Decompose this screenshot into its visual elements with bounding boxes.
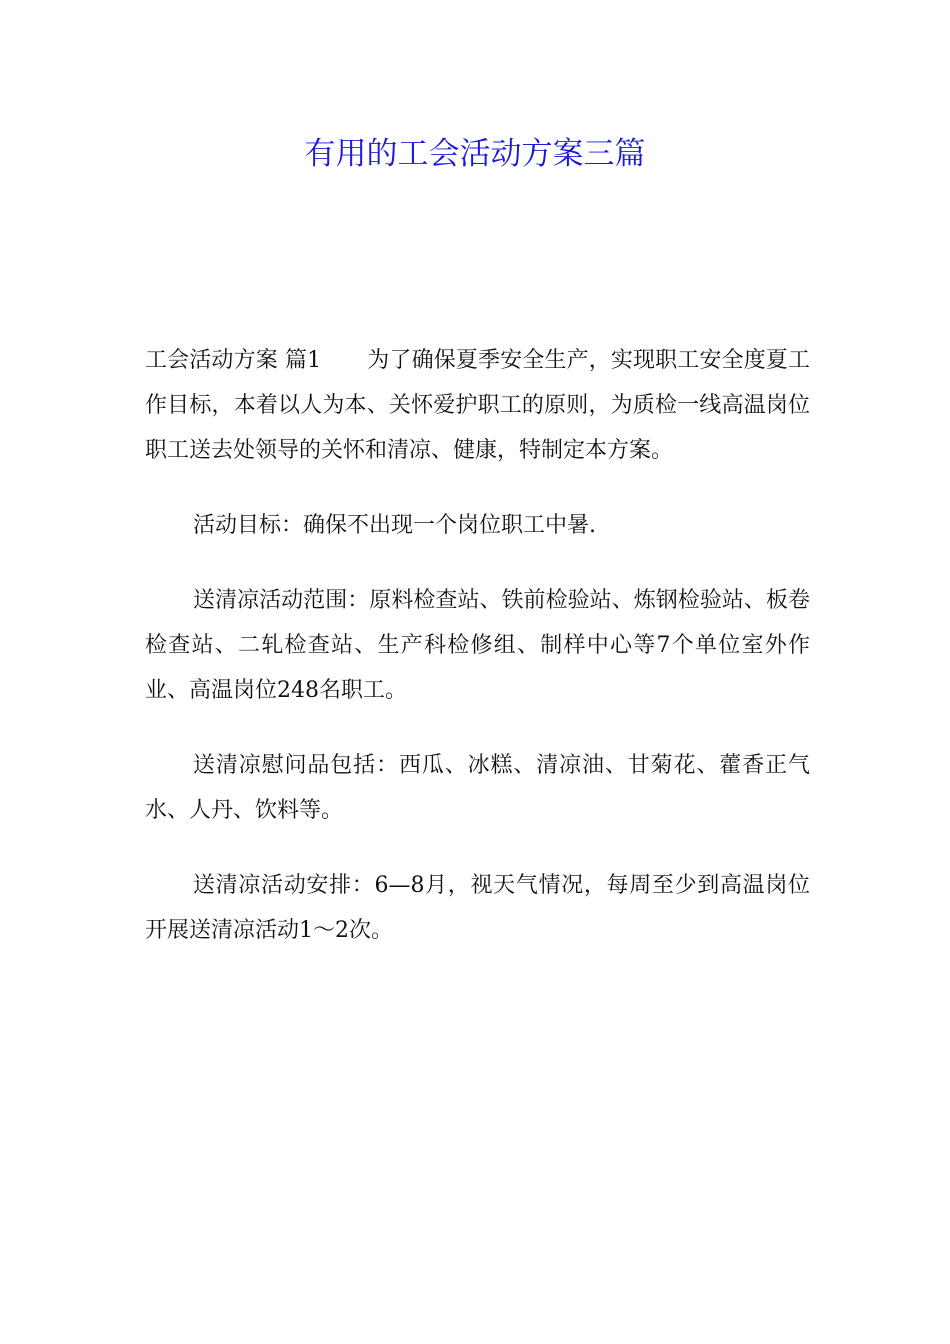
paragraph-gift-items: 送清凉慰问品包括：西瓜、冰糕、清凉油、甘菊花、藿香正气水、人丹、饮料等。 <box>145 753 810 823</box>
paragraph-schedule: 送清凉活动安排：6—8月，视天气情况，每周至少到高温岗位开展送清凉活动1～2次。 <box>145 873 810 943</box>
intro-paragraph <box>145 338 810 473</box>
section-heading: 工会活动方案 篇1 <box>145 348 322 373</box>
intro-text: 为了确保夏季安全生产，实现职工安全度夏工作目标，本着以人为本、关怀爱护职工的原则，为质检一线高温岗位职工送去处领导的关怀和清凉、健康，特制定本方案。 <box>145 348 810 463</box>
document-title: 有用的工会活动方案三篇 <box>304 136 646 172</box>
document-body <box>145 338 810 983</box>
paragraph-activity-goal: 活动目标：确保不出现一个岗位职工中暑. <box>193 513 596 538</box>
paragraph-activity-scope: 送清凉活动范围：原料检查站、铁前检验站、炼钢检验站、板卷检查站、二轧检查站、生产科检修组、制样中心等7个单位室外作业、高温岗位248名职工。 <box>145 588 810 703</box>
